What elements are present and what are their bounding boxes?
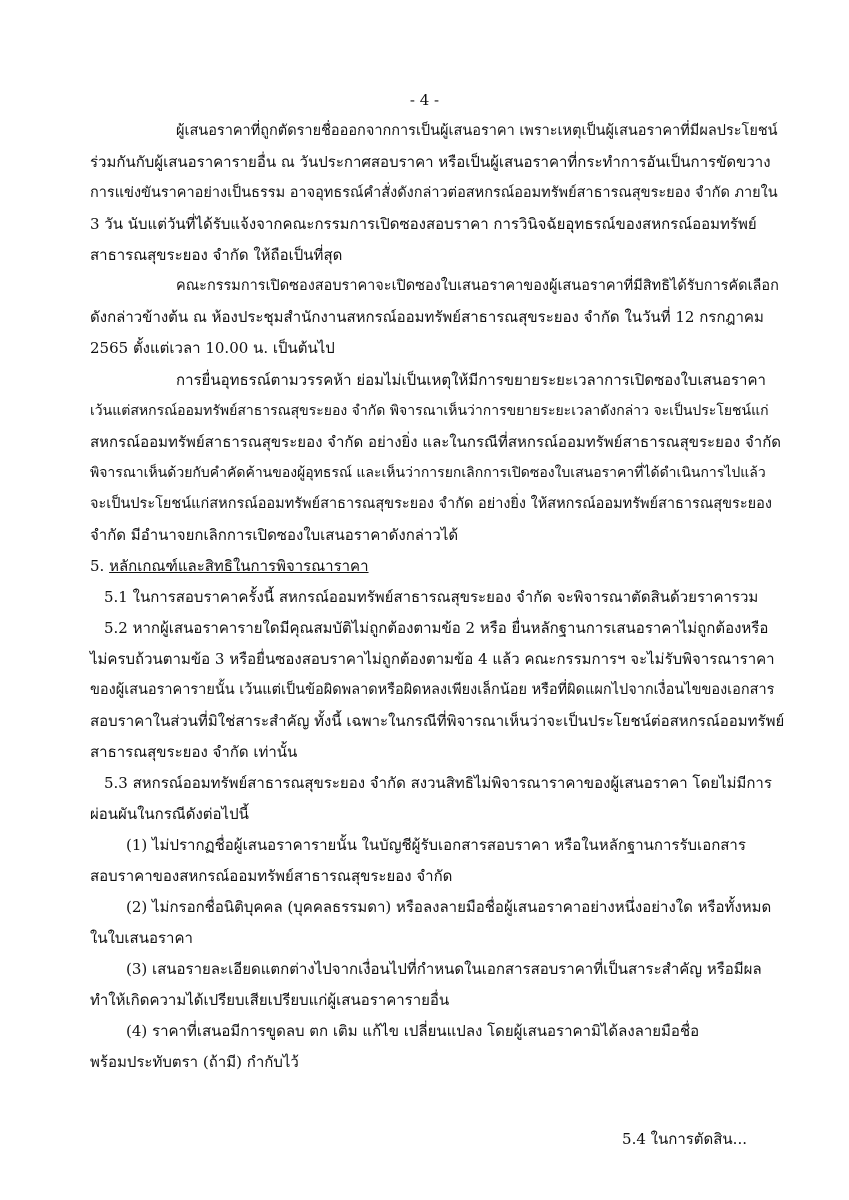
- list-item-line: พร้อมประทับตรา (ถ้ามี) กำกับไว้: [90, 1053, 299, 1071]
- paragraph-line: สหกรณ์ออมทรัพย์สาธารณสุขระยอง จำกัด อย่างยิ่ง และในกรณีที่สหกรณ์ออมทรัพย์สาธารณสุขระยอง จำกัด: [90, 433, 782, 451]
- continuation-marker: 5.4 ในการตัดสิน...: [622, 1130, 747, 1148]
- clause-line: 5.1 ในการสอบราคาครั้งนี้ สหกรณ์ออมทรัพย์สาธารณสุขระยอง จำกัด จะพิจารณาตัดสินด้วยราคารวม: [104, 588, 759, 606]
- clause-line: ผ่อนผันในกรณีดังต่อไปนี้: [90, 805, 249, 823]
- paragraph-line: เว้นแต่สหกรณ์ออมทรัพย์สาธารณสุขระยอง จำกัด พิจารณาเห็นว่าการขยายระยะเวลาดังกล่าว จะเป็นประโยชน์แก่: [90, 403, 769, 419]
- paragraph-line: 2565 ตั้งแต่เวลา 10.00 น. เป็นต้นไป: [90, 339, 335, 357]
- paragraph-line: ร่วมกันกับผู้เสนอราคารายอื่น ณ วันประกาศสอบราคา หรือเป็นผู้เสนอราคาที่กระทำการอันเป็นการขัดขวาง: [90, 153, 771, 171]
- section-heading: [90, 556, 369, 576]
- paragraph-line: ผู้เสนอราคาที่ถูกตัดรายชื่อออกจากการเป็นผู้เสนอราคา เพราะเหตุเป็นผู้เสนอราคาที่มีผลประโยชน์: [176, 123, 778, 139]
- list-item-line: (4) ราคาที่เสนอมีการขูดลบ ตก เติม แก้ไข เปลี่ยนแปลง โดยผู้เสนอราคามิได้ลงลายมือชื่อ: [126, 1022, 700, 1040]
- paragraph-line: คณะกรรมการเปิดซองสอบราคาจะเปิดซองใบเสนอราคาของผู้เสนอราคาที่มีสิทธิได้รับการคัดเลือก: [176, 278, 779, 294]
- paragraph-line: จำกัด มีอำนาจยกเลิกการเปิดซองใบเสนอราคาดังกล่าวได้: [90, 526, 459, 544]
- list-item-line: (2) ไม่กรอกชื่อนิติบุคคล (บุคคลธรรมดา) หรือลงลายมือชื่อผู้เสนอราคาอย่างหนึ่งอย่างใด หรือทั้งหมด: [126, 898, 772, 916]
- clause-line: สาธารณสุขระยอง จำกัด เท่านั้น: [90, 743, 298, 761]
- clause-line: ของผู้เสนอราคารายนั้น เว้นแต่เป็นข้อผิดพลาดหรือผิดหลงเพียงเล็กน้อย หรือที่ผิดแผกไปจากเงื่อนไขของเอกสาร: [90, 682, 775, 698]
- clause-line: 5.2 หากผู้เสนอราคารายใดมีคุณสมบัติไม่ถูกต้องตามข้อ 2 หรือ ยื่นหลักฐานการเสนอราคาไม่ถูกต้องหรือ: [104, 619, 769, 637]
- clause-line: สอบราคาในส่วนที่มิใช่สาระสำคัญ ทั้งนี้ เฉพาะในกรณีที่พิจารณาเห็นว่าจะเป็นประโยชน์ต่อสหกรณ์ออมทรัพย์: [90, 712, 785, 730]
- list-item-line: (1) ไม่ปรากฏชื่อผู้เสนอราคารายนั้น ในบัญชีผู้รับเอกสารสอบราคา หรือในหลักฐานการรับเอกสาร: [126, 836, 746, 854]
- paragraph-line: ดังกล่าวข้างต้น ณ ห้องประชุมสำนักงานสหกรณ์ออมทรัพย์สาธารณสุขระยอง จำกัด ในวันที่ 12 กรกฎาคม: [90, 308, 764, 326]
- list-item-line: สอบราคาของสหกรณ์ออมทรัพย์สาธารณสุขระยอง จำกัด: [90, 867, 453, 885]
- paragraph-line: สาธารณสุขระยอง จำกัด ให้ถือเป็นที่สุด: [90, 246, 343, 264]
- page-number: - 4 -: [409, 91, 440, 109]
- clause-line: ไม่ครบถ้วนตามข้อ 3 หรือยื่นซองสอบราคาไม่ถูกต้องตามข้อ 4 แล้ว คณะกรรมการฯ จะไม่รับพิจารณาราคา: [90, 650, 775, 668]
- section-title: หลักเกณฑ์และสิทธิในการพิจารณาราคา: [109, 557, 369, 575]
- paragraph-line: การยื่นอุทธรณ์ตามวรรคห้า ย่อมไม่เป็นเหตุให้มีการขยายระยะเวลาการเปิดซองใบเสนอราคา: [176, 371, 766, 389]
- paragraph-line: จะเป็นประโยชน์แก่สหกรณ์ออมทรัพย์สาธารณสุขระยอง จำกัด อย่างยิ่ง ให้สหกรณ์ออมทรัพย์สาธารณสุขระยอง: [90, 496, 772, 512]
- paragraph-line: การแข่งขันราคาอย่างเป็นธรรม อาจอุทธรณ์คำสั่งดังกล่าวต่อสหกรณ์ออมทรัพย์สาธารณสุขระยอง จำกัด ภายใน: [90, 185, 778, 201]
- list-item-line: (3) เสนอรายละเอียดแตกต่างไปจากเงื่อนไปที่กำหนดในเอกสารสอบราคาที่เป็นสาระสำคัญ หรือมีผล: [126, 960, 762, 978]
- paragraph-line: พิจารณาเห็นด้วยกับคำคัดค้านของผู้อุทธรณ์ และเห็นว่าการยกเลิกการเปิดซองใบเสนอราคาที่ได้ดำเนินการไปแล้ว: [90, 465, 766, 481]
- clause-line: 5.3 สหกรณ์ออมทรัพย์สาธารณสุขระยอง จำกัด สงวนสิทธิไม่พิจารณาราคาของผู้เสนอราคา โดยไม่มีการ: [104, 774, 772, 792]
- section-number: 5.: [90, 557, 105, 575]
- list-item-line: ในใบเสนอราคา: [90, 929, 193, 947]
- list-item-line: ทำให้เกิดความได้เปรียบเสียเปรียบแก่ผู้เสนอราคารายอื่น: [90, 991, 450, 1009]
- paragraph-line: 3 วัน นับแต่วันที่ได้รับแจ้งจากคณะกรรมการเปิดซองสอบราคา การวินิจฉัยอุทธรณ์ของสหกรณ์ออมทรัพย์: [90, 215, 757, 233]
